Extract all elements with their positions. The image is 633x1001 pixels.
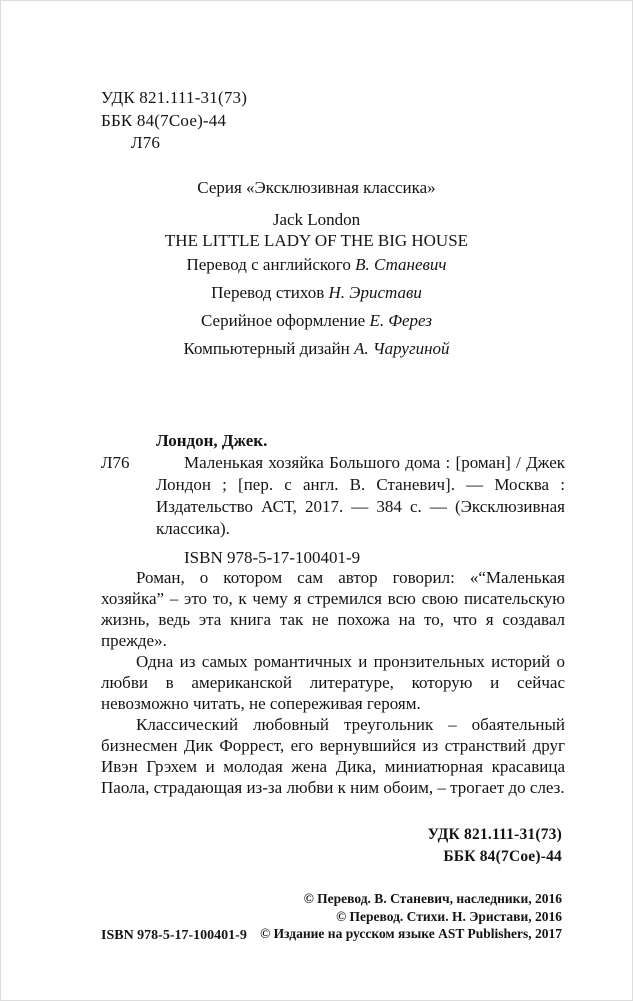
- udk-code-bold: УДК 821.111-31(73): [427, 826, 562, 843]
- credit-name: Е. Ферез: [369, 311, 432, 330]
- catalog-margin-code: Л76: [101, 453, 130, 472]
- bbk-code-bold: ББК 84(7Сое)-44: [443, 848, 562, 865]
- annotation-paragraph: Классический любовный треугольник – обаятельный бизнесмен Дик Форрест, его вернувшийся из странствий друг Ивэн Грэхем и молодая жена Дика, миниатюрная красавица Паола, страдающая из-за любви к ним обоим, – трогает до слез.: [101, 715, 565, 797]
- credit-computer-design: [1, 335, 632, 363]
- bottom-catalog-codes: [428, 824, 562, 868]
- credit-name: В. Станевич: [355, 255, 447, 274]
- author-sign-code: Л76: [131, 133, 161, 152]
- credit-label: Серийное оформление: [201, 311, 366, 330]
- credit-verse-translation: [1, 279, 632, 307]
- catalog-author-header: Лондон, Джек.: [156, 431, 268, 450]
- credit-label: Перевод с английского: [186, 255, 351, 274]
- isbn-line: ISBN 978-5-17-100401-9: [184, 548, 361, 567]
- copyright-block: [260, 890, 562, 943]
- series-line: Серия «Эксклюзивная классика»: [197, 178, 436, 197]
- credit-name: Н. Эристави: [328, 283, 422, 302]
- original-title-block: [1, 210, 632, 251]
- top-catalog-codes: [101, 87, 247, 155]
- book-title-english: THE LITTLE LADY OF THE BIG HOUSE: [164, 230, 469, 250]
- annotation-paragraph: Роман, о котором сам автор говорил: «“Маленькая хозяйка” – это то, к чему я стремился всю свою писательскую жизнь, ведь эта книга так не похожа на то, что я создавал прежде».: [101, 568, 565, 650]
- isbn-bottom: ISBN 978-5-17-100401-9: [101, 928, 247, 943]
- copyright-line: © Перевод. В. Станевич, наследники, 2016: [303, 891, 562, 906]
- annotation-paragraph: Одна из самых романтичных и пронзительных историй о любви в американской литературе, которую и сейчас невозможно читать, не сопереживая героям.: [101, 652, 565, 713]
- credit-name: А. Чаругиной: [354, 339, 450, 358]
- copyright-line: © Издание на русском языке AST Publishers, 2017: [260, 926, 562, 941]
- credit-series-design: [1, 307, 632, 335]
- credit-translation: [1, 251, 632, 279]
- udk-code: УДК 821.111-31(73): [101, 88, 248, 107]
- copyright-line: © Перевод. Стихи. Н. Эристави, 2016: [336, 908, 562, 924]
- credits-block: [1, 251, 632, 363]
- bbk-code: ББК 84(7Сое)-44: [101, 110, 227, 130]
- author-name-english: Jack London: [272, 210, 361, 229]
- catalog-entry: [101, 452, 565, 540]
- credit-label: Компьютерный дизайн: [183, 339, 350, 358]
- bibliographic-record: [101, 430, 565, 569]
- credit-label: Перевод стихов: [211, 283, 325, 302]
- catalog-description: Маленькая хозяйка Большого дома : [роман] / Джек Лондон ; [пер. с англ. В. Станевич]. — Москва : Издательство АСТ, 2017. — 384 с. — (Эксклюзивная классика).: [156, 453, 565, 538]
- annotation-block: [101, 567, 565, 798]
